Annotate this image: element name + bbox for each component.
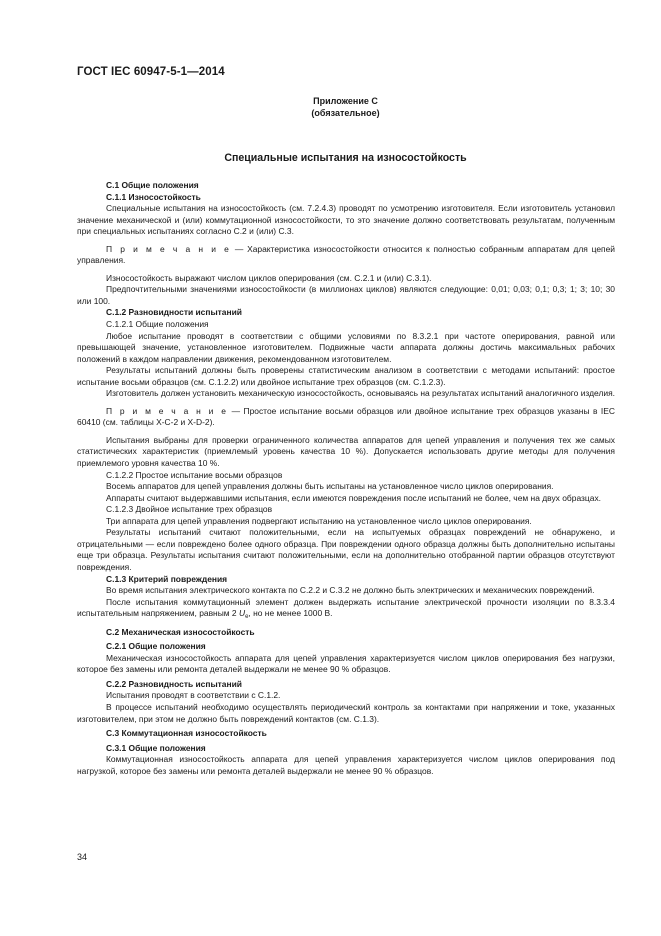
section-heading: С.2.2 Разновидность испытаний — [106, 678, 242, 689]
note-label: П р и м е ч а н и е — [106, 243, 232, 254]
paragraph-text: После испытания коммутационный элемент должен выдержать испытание электрической прочности изоляции по 8.3.3.4 испытательным напряжением, равным 2 — [77, 596, 615, 619]
paragraph: Любое испытание проводят в соответствии с общими условиями по 8.3.2.1 при частоте оперирования, равной или превышающей значение, установленное изготовителем. Подвижные части аппарата должны достичь максимальных рабочих положений в каждом направлении движения, рекомендованном изготовителем. — [77, 330, 615, 364]
section-heading: С.2 Механическая износостойкость — [106, 626, 255, 637]
paragraph: Испытания выбраны для проверки ограниченного количества аппаратов для цепей управления и получения тех же самых статистических характеристик (приемлемый уровень качества 10 %). Допускается использовать другие методы для получения приемлемого уровня качества 10 %. — [77, 434, 615, 469]
paragraph: Предпочтительными значениями износостойкости (в миллионах циклов) являются следующие: 0,01; 0,03; 0,1; 0,3; 1; 3; 10; 30 или 100. — [77, 284, 615, 306]
subsection-heading: С.1.2.2 Простое испытание восьми образцов — [106, 469, 283, 480]
paragraph: Механическая износостойкость аппарата для цепей управления характеризуется числом циклов оперирования без нагрузки, которое без замены или ремонта деталей выдержали не менее 90 % образцов. — [77, 652, 615, 675]
paragraph: Результаты испытаний должны быть проверены статистическим анализом в соответствии с методами испытаний: простое испытание восьми образцов (см. С.1.2.2) или двойное испытание трех образцов (см. С.1.2.3). — [77, 365, 615, 387]
paragraph — [77, 597, 615, 624]
paragraph: Испытания проводят в соответствии с С.1.2. — [106, 690, 281, 701]
paragraph: В процессе испытаний необходимо осуществлять периодический контроль за контактами при напряжении и токе, указанных изготовителем, при этом не должно быть повреждений контактов (см. С.1.3). — [77, 701, 615, 724]
page-number: 34 — [77, 852, 88, 862]
paragraph: Во время испытания электрического контакта по С.2.2 и С.3.2 не должно быть электрических и механических повреждений. — [106, 585, 595, 596]
subsection-heading: С.1.2.1 Общие положения — [106, 319, 209, 330]
section-heading: С.1.1 Износостойкость — [106, 191, 201, 202]
paragraph: Коммутационная износостойкость аппарата для цепей управления характеризуется числом циклов оперирования под нагрузкой, которое без замены или ремонта деталей выдержали не менее 90 % образцов. — [77, 754, 615, 776]
paragraph-text: , но не менее 1000 В. — [248, 608, 333, 619]
paragraph: Восемь аппаратов для цепей управления должны быть испытаны на установленное число циклов оперирования. — [106, 481, 554, 492]
section-heading: С.3.1 Общие положения — [106, 742, 206, 753]
section-heading: С.1 Общие положения — [106, 180, 199, 190]
note-text: — Простое испытание восьми образцов или двойное испытание трех образцов указаны в IEC 60410 (см. таблицы X-C-2 и X-D-2). — [77, 405, 615, 428]
note — [77, 406, 615, 429]
note-text: — Характеристика износостойкости относится к полностью собранным аппаратам для цепей управления. — [77, 243, 616, 266]
paragraph: Специальные испытания на износостойкость (см. 7.2.4.3) проводят по усмотрению изготовителя. Если изготовитель установил значение механической и (или) коммутационной износостойкости, то это значение должно соответствовать результатам, полученным при специальных испытаниях согласно С.2 и (или) С.3. — [77, 203, 615, 237]
paragraph: Износостойкость выражают числом циклов оперирования (см. С.2.1 и (или) С.3.1). — [106, 272, 432, 283]
paragraph: Изготовитель должен установить механическую износостойкость, основываясь на результатах испытаний аналогичного изделия. — [106, 388, 615, 399]
paragraph: Три аппарата для цепей управления подвергают испытанию на установленное число циклов оперирования. — [106, 515, 532, 526]
note — [77, 244, 615, 267]
section-heading: С.1.3 Критерий повреждения — [106, 573, 228, 584]
voltage-subscript: e — [245, 614, 249, 621]
document-body — [77, 180, 615, 777]
voltage-symbol: U — [238, 608, 246, 619]
annex-title: Специальные испытания на износостойкость — [224, 152, 467, 164]
section-heading: С.3 Коммутационная износостойкость — [106, 728, 267, 739]
section-heading: С.1.2 Разновидности испытаний — [106, 307, 242, 318]
section-heading: С.2.1 Общие положения — [106, 641, 206, 652]
paragraph: Аппараты считают выдержавшими испытания, если имеются повреждения после испытаний не более, чем на двух образцах. — [106, 492, 602, 503]
paragraph: Результаты испытаний считают положительными, если на испытуемых образцах повреждений не обнаружено, и отрицательными — если повреждено более одного образца. При повреждении одного образца должны быть дополнительно испытаны еще три образца. Результаты испытания считают положительными, если на дополнительно отобранной партии образцов отсутствуют повреждения. — [77, 527, 615, 572]
subsection-heading: С.1.2.3 Двойное испытание трех образцов — [106, 504, 273, 515]
annex-note: (обязательное) — [311, 108, 380, 118]
note-label: П р и м е ч а н и е — [106, 405, 229, 416]
annex-heading — [0, 95, 661, 119]
document-header: ГОСТ IEC 60947-5-1—2014 — [77, 66, 225, 78]
annex-label: Приложение С — [313, 96, 378, 106]
